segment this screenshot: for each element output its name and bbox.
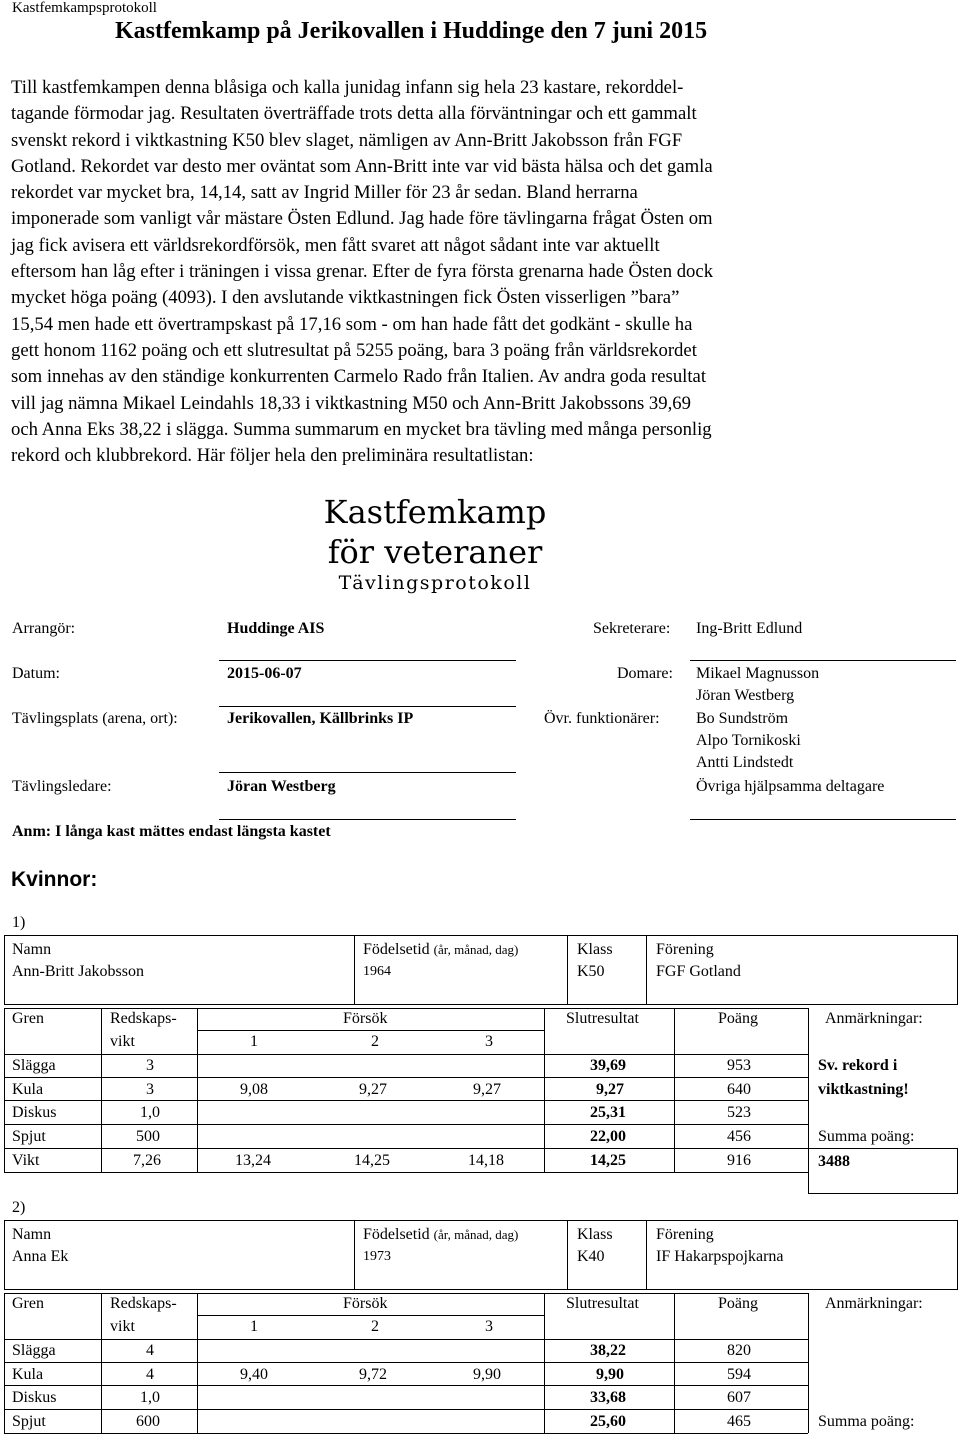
athlete-class: K50 (577, 963, 605, 980)
final-result: 25,60 (590, 1413, 626, 1430)
sum-label: Summa poäng: (818, 1128, 915, 1145)
leader-underline (219, 819, 516, 820)
intro-line: eftersom han låg efter i träningen i vissa grenar. Efter de fyra första grenarna hade Östen dock (11, 261, 714, 283)
divider (354, 1220, 355, 1289)
athlete-club: IF Hakarpspojkarna (656, 1248, 784, 1265)
event-points: 820 (727, 1342, 751, 1359)
birth-hint: (år, månad, dag) (433, 1227, 519, 1242)
page-title: Kastfemkamp på Jerikovallen i Huddinge den 7 juni 2015 (115, 18, 708, 44)
document-label: Kastfemkampsprotokoll (12, 0, 157, 16)
venue-underline (219, 772, 516, 773)
attempt-3-header: 3 (485, 1318, 493, 1335)
intro-line: rekord och klubbrekord. Här följer hela den preliminära resultatlistan: (11, 445, 534, 467)
divider (646, 1220, 647, 1289)
total-points: 3488 (818, 1153, 850, 1170)
protocol-title-2: för veteraner (327, 533, 543, 571)
final-result: 9,90 (596, 1366, 624, 1383)
final-result: 14,25 (590, 1152, 626, 1169)
secretary-value: Ing-Britt Edlund (696, 620, 803, 637)
birth-label: Födelsetid (363, 941, 430, 958)
attempt-1-header: 1 (250, 1318, 258, 1335)
implement-header-2: vikt (110, 1318, 135, 1335)
class-label: Klass (577, 1226, 613, 1243)
final-result: 33,68 (590, 1389, 626, 1406)
name-label: Namn (12, 941, 52, 958)
leader-value: Jöran Westberg (227, 778, 336, 795)
section-title: Kvinnor: (11, 868, 98, 891)
intro-line: gett honom 1162 poäng och ett slutresultat på 5255 poäng, bara 3 poäng från världsrekordet (11, 339, 697, 361)
attempt-2: 14,25 (354, 1152, 390, 1169)
athlete-number: 1) (12, 914, 26, 931)
event-name: Spjut (12, 1128, 46, 1145)
attempt-3: 14,18 (468, 1152, 504, 1169)
athlete-name: Anna Ek (12, 1248, 69, 1265)
organizer-label: Arrangör: (12, 620, 76, 637)
birth-label: Födelsetid (363, 1226, 430, 1243)
sum-label: Summa poäng: (818, 1413, 915, 1430)
officials-label: Övr. funktionärer: (544, 710, 660, 727)
implement-weight: 1,0 (140, 1104, 160, 1121)
secretary-underline (690, 660, 956, 661)
event-name: Kula (12, 1366, 44, 1383)
attempt-2-header: 2 (371, 1318, 379, 1335)
name-label: Namn (12, 1226, 52, 1243)
implement-weight: 3 (146, 1057, 154, 1074)
implement-header: Redskaps- (110, 1295, 177, 1312)
intro-line: imponerade som vanligt vår mästare Östen Edlund. Jag hade före tävlingarna frågat Östen om (11, 208, 713, 230)
attempt-1: 13,24 (235, 1152, 271, 1169)
event-header: Gren (12, 1295, 44, 1312)
intro-line: som innehas av den ständige konkurrenten Carmelo Rado från Italien. Av andra goda resultat (11, 366, 707, 388)
implement-header: Redskaps- (110, 1010, 177, 1027)
attempt-2-header: 2 (371, 1033, 379, 1050)
event-points: 916 (727, 1152, 751, 1169)
final-header: Slutresultat (566, 1010, 639, 1027)
attempt-2: 9,72 (359, 1366, 387, 1383)
attempts-header: Försök (343, 1010, 388, 1027)
event-name: Spjut (12, 1413, 46, 1430)
intro-line: svenskt rekord i viktkastning K50 blev slaget, nämligen av Ann-Britt Jakobsson från FGF (11, 129, 683, 151)
remarks-header: Anmärkningar: (825, 1010, 923, 1027)
intro-line: 15,54 men hade ett övertrampskast på 17,16 som - om han hade fått det godkänt - skulle ha (11, 313, 693, 335)
helpers-underline (690, 819, 956, 820)
implement-weight: 4 (146, 1342, 154, 1359)
attempt-3-header: 3 (485, 1033, 493, 1050)
event-name: Vikt (12, 1152, 40, 1169)
attempt-3: 9,90 (473, 1366, 501, 1383)
divider (646, 935, 647, 1004)
event-header: Gren (12, 1010, 44, 1027)
intro-line: mycket höga poäng (4093). I den avslutande viktkastningen fick Östen visserligen ”bara” (11, 287, 680, 309)
event-points: 456 (727, 1128, 751, 1145)
attempt-3: 9,27 (473, 1081, 501, 1098)
event-points: 607 (727, 1389, 751, 1406)
event-points: 953 (727, 1057, 751, 1074)
event-name: Slägga (12, 1057, 56, 1074)
remark-line: Sv. rekord i (818, 1057, 898, 1074)
intro-text (11, 75, 941, 469)
event-name: Slägga (12, 1342, 56, 1359)
intro-line: rekordet var mycket bra, 14,14, satt av Ingrid Miller för 23 år sedan. Bland herrarna (11, 182, 638, 204)
event-points: 640 (727, 1081, 751, 1098)
event-points: 594 (727, 1366, 751, 1383)
intro-line: tagande förmodar jag. Resultaten överträffade trots detta alla förväntningar och ett gammalt (11, 103, 697, 125)
date-underline (219, 706, 516, 707)
birth-hint: (år, månad, dag) (433, 942, 519, 957)
secretary-label: Sekreterare: (593, 620, 671, 637)
judge-2: Jöran Westberg (696, 687, 795, 704)
attempt-1: 9,40 (240, 1366, 268, 1383)
athlete-birth: 1973 (363, 1249, 391, 1264)
implement-weight: 600 (136, 1413, 160, 1430)
intro-line: jag fick avisera ett världsrekordförsök, men fått svaret att något sådant inte var aktuellt (11, 234, 660, 256)
event-points: 523 (727, 1104, 751, 1121)
divider (567, 935, 568, 1004)
final-result: 22,00 (590, 1128, 626, 1145)
leader-label: Tävlingsledare: (12, 778, 112, 795)
final-result: 38,22 (590, 1342, 626, 1359)
implement-weight: 500 (136, 1128, 160, 1145)
protocol-title: Kastfemkamp (323, 493, 547, 531)
event-points: 465 (727, 1413, 751, 1430)
athlete-club: FGF Gotland (656, 963, 741, 980)
organizer-underline (219, 660, 516, 661)
athlete-birth: 1964 (363, 964, 391, 979)
venue-value: Jerikovallen, Källbrinks IP (227, 710, 414, 727)
implement-weight: 3 (146, 1081, 154, 1098)
venue-label: Tävlingsplats (arena, ort): (12, 710, 178, 727)
athlete-number: 2) (12, 1199, 26, 1216)
divider (354, 935, 355, 1004)
judge-1: Mikael Magnusson (696, 665, 820, 682)
points-header: Poäng (718, 1295, 758, 1312)
final-result: 39,69 (590, 1057, 626, 1074)
final-result: 25,31 (590, 1104, 626, 1121)
club-label: Förening (656, 1226, 714, 1243)
final-header: Slutresultat (566, 1295, 639, 1312)
event-name: Diskus (12, 1104, 57, 1121)
athlete-name: Ann-Britt Jakobsson (12, 963, 144, 980)
date-value: 2015-06-07 (227, 665, 302, 682)
athlete-class: K40 (577, 1248, 605, 1265)
intro-line: vill jag nämna Mikael Leindahls 18,33 i viktkastning M50 och Ann-Britt Jakobssons 39,69 (11, 392, 691, 414)
attempt-2: 9,27 (359, 1081, 387, 1098)
implement-weight: 1,0 (140, 1389, 160, 1406)
official-2: Alpo Tornikoski (696, 732, 801, 749)
divider (567, 1220, 568, 1289)
implement-weight: 4 (146, 1366, 154, 1383)
measurement-note: Anm: I långa kast mättes endast längsta kastet (12, 823, 331, 840)
event-name: Diskus (12, 1389, 57, 1406)
organizer-value: Huddinge AIS (227, 620, 325, 637)
attempts-header: Försök (343, 1295, 388, 1312)
class-label: Klass (577, 941, 613, 958)
official-3: Antti Lindstedt (696, 754, 794, 771)
remarks-header: Anmärkningar: (825, 1295, 923, 1312)
date-label: Datum: (12, 665, 60, 682)
attempt-1: 9,08 (240, 1081, 268, 1098)
club-label: Förening (656, 941, 714, 958)
remark-line: viktkastning! (818, 1081, 909, 1098)
points-header: Poäng (718, 1010, 758, 1027)
protocol-subtitle: Tävlingsprotokoll (338, 572, 532, 594)
attempt-1-header: 1 (250, 1033, 258, 1050)
intro-line: Gotland. Rekordet var desto mer oväntat som Ann-Britt inte var vid bästa hälsa och det gamla (11, 155, 713, 177)
implement-header-2: vikt (110, 1033, 135, 1050)
event-name: Kula (12, 1081, 44, 1098)
intro-line: och Anna Eks 38,22 i slägga. Summa summarum en mycket bra tävling med många personlig (11, 418, 712, 440)
intro-line: Till kastfemkampen denna blåsiga och kalla junidag infann sig hela 23 kastare, rekorddel- (11, 77, 684, 98)
judges-label: Domare: (617, 665, 673, 682)
helpers-text: Övriga hjälpsamma deltagare (696, 778, 885, 795)
implement-weight: 7,26 (133, 1152, 161, 1169)
official-1: Bo Sundström (696, 710, 789, 727)
final-result: 9,27 (596, 1081, 624, 1098)
